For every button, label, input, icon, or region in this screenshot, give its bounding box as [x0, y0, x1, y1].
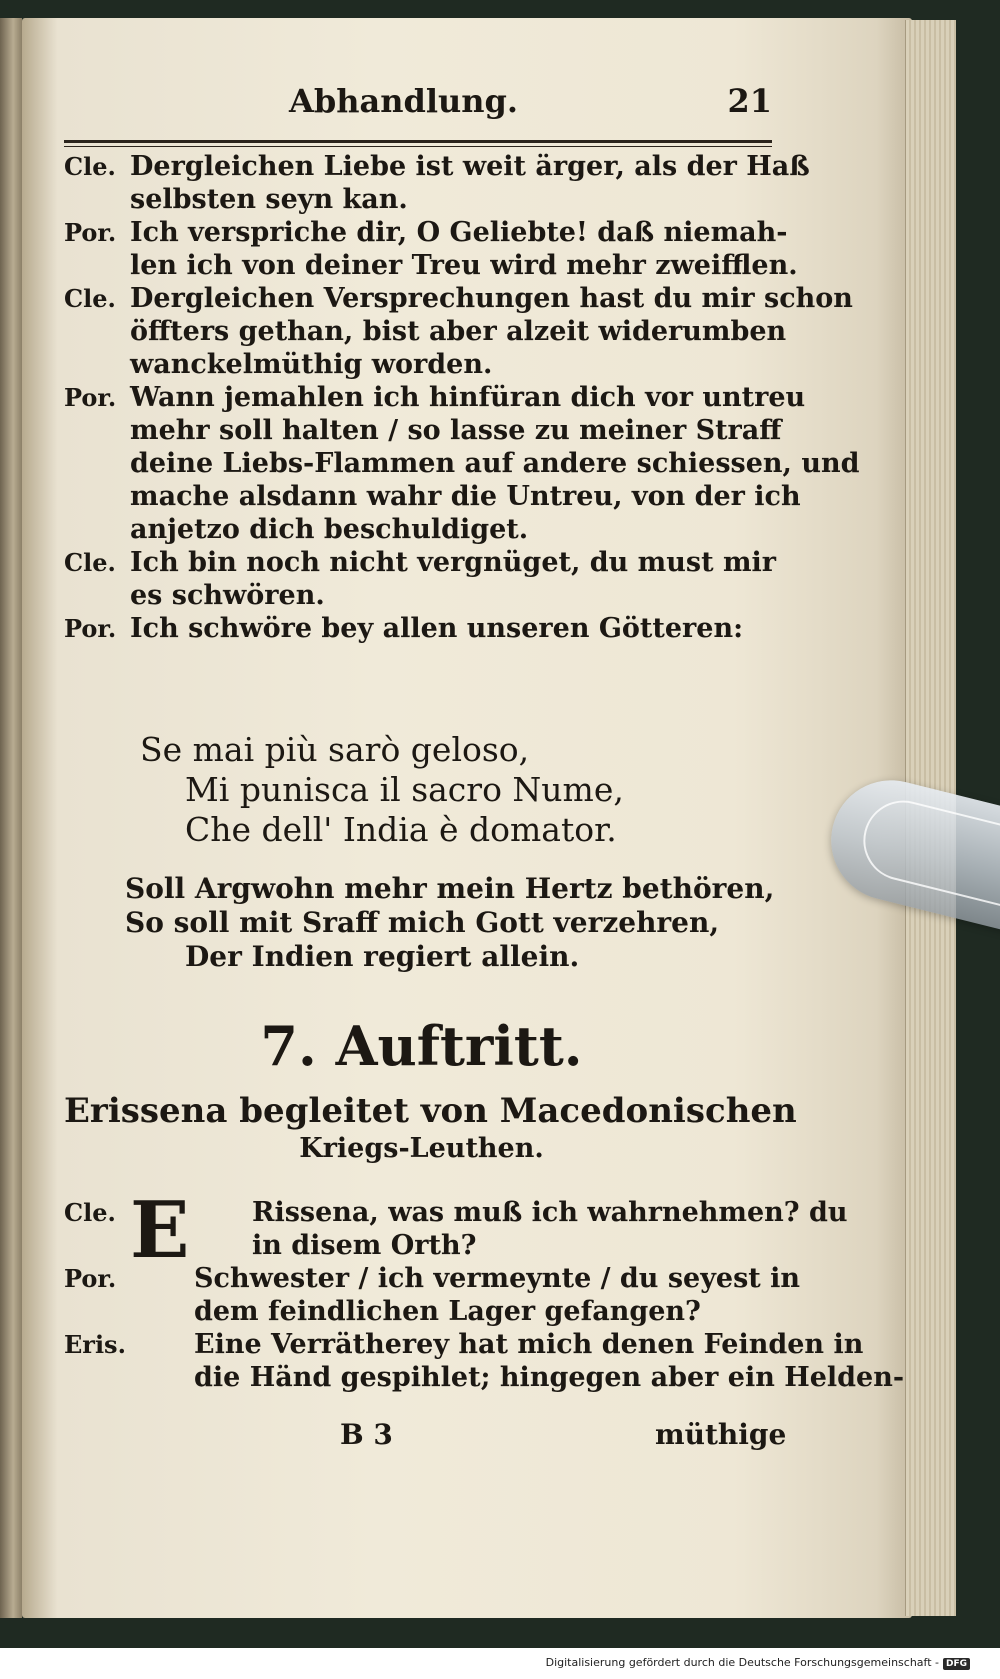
speaker-label: Por.	[64, 1264, 117, 1293]
speaker-label: Cle.	[64, 152, 116, 181]
dialogue-line: Eine Verrätherey hat mich denen Feinden in	[194, 1329, 864, 1360]
catchword: müthige	[655, 1418, 787, 1451]
speaker-label: Por.	[64, 383, 117, 412]
drop-capital: E	[130, 1185, 190, 1276]
speaker-label: Cle.	[64, 1198, 116, 1227]
dialogue-line: dem feindlichen Lager gefangen?	[194, 1296, 701, 1327]
header-rule-thin	[64, 146, 772, 147]
verse-line: Se mai più sarò geloso,	[140, 730, 530, 769]
verse-line: Soll Argwohn mehr mein Hertz bethören,	[125, 872, 775, 905]
signature-mark: B 3	[340, 1418, 393, 1451]
dialogue-line: öffters gethan, bist aber alzeit widerumben	[130, 316, 787, 347]
dfg-logo-icon: DFG	[943, 1658, 970, 1670]
speaker-label: Cle.	[64, 548, 116, 577]
verse-line: Mi punisca il sacro Nume,	[185, 770, 624, 809]
dialogue-line: Ich verspriche dir, O Geliebte! daß niemah-	[130, 217, 788, 248]
dialogue-line: Schwester / ich vermeynte / du seyest in	[194, 1263, 801, 1294]
italian-verse	[140, 730, 780, 850]
scene-subtitle: Erissena begleitet von Macedonischen	[64, 1091, 797, 1131]
dialogue-line: anjetzo dich beschuldiget.	[130, 514, 529, 545]
footer-credit	[546, 1656, 970, 1670]
dialogue-line: deine Liebs-Flammen auf andere schiessen, und	[130, 448, 860, 479]
scene-title: 7. Auftritt.	[260, 1014, 583, 1078]
speaker-label: Por.	[64, 614, 117, 643]
dialogue-line: die Händ gespihlet; hingegen aber ein Helden-	[194, 1362, 905, 1393]
german-verse	[125, 872, 785, 974]
header-rule	[64, 140, 772, 143]
dialogue-line: mache alsdann wahr die Untreu, von der ich	[130, 481, 801, 512]
previous-page-edge	[0, 18, 22, 1618]
footer-credit-text: Digitalisierung gefördert durch die Deutsche Forschungsgemeinschaft -	[545, 1656, 939, 1669]
page-number: 21	[727, 82, 772, 120]
dialogue-line: Dergleichen Versprechungen hast du mir schon	[130, 283, 853, 314]
speaker-label: Por.	[64, 218, 117, 247]
dialogue-line: es schwören.	[130, 580, 325, 611]
dialogue-line: in disem Orth?	[252, 1230, 477, 1261]
page-header	[64, 82, 772, 142]
scene-subtitle-2: Kriegs-Leuthen.	[299, 1133, 544, 1164]
dialogue-line: mehr soll halten / so lasse zu meiner Straff	[130, 415, 782, 446]
dialogue-block-2	[64, 1185, 905, 1394]
dialogue-line: wanckelmüthig worden.	[130, 349, 493, 380]
dialogue-line: Ich bin noch nicht vergnüget, du must mir	[130, 547, 776, 578]
dialogue-block-1	[64, 150, 860, 645]
dialogue-line: Ich schwöre bey allen unseren Götteren:	[130, 613, 744, 644]
dialogue-line: selbsten seyn kan.	[130, 184, 408, 215]
dialogue-line: Dergleichen Liebe ist weit ärger, als der Haß	[130, 151, 810, 182]
dialogue-line: len ich von deiner Treu wird mehr zweifflen.	[130, 250, 798, 281]
dialogue-line: Rissena, was muß ich wahrnehmen? du	[252, 1197, 848, 1228]
verse-line: Che dell' India è domator.	[185, 810, 617, 849]
verse-line: So soll mit Sraff mich Gott verzehren,	[125, 906, 720, 939]
dialogue-line: Wann jemahlen ich hinfüran dich vor untreu	[130, 382, 806, 413]
verse-line: Der Indien regiert allein.	[185, 940, 580, 973]
speaker-label: Eris.	[64, 1330, 126, 1359]
running-title: Abhandlung.	[289, 82, 519, 120]
speaker-label: Cle.	[64, 284, 116, 313]
